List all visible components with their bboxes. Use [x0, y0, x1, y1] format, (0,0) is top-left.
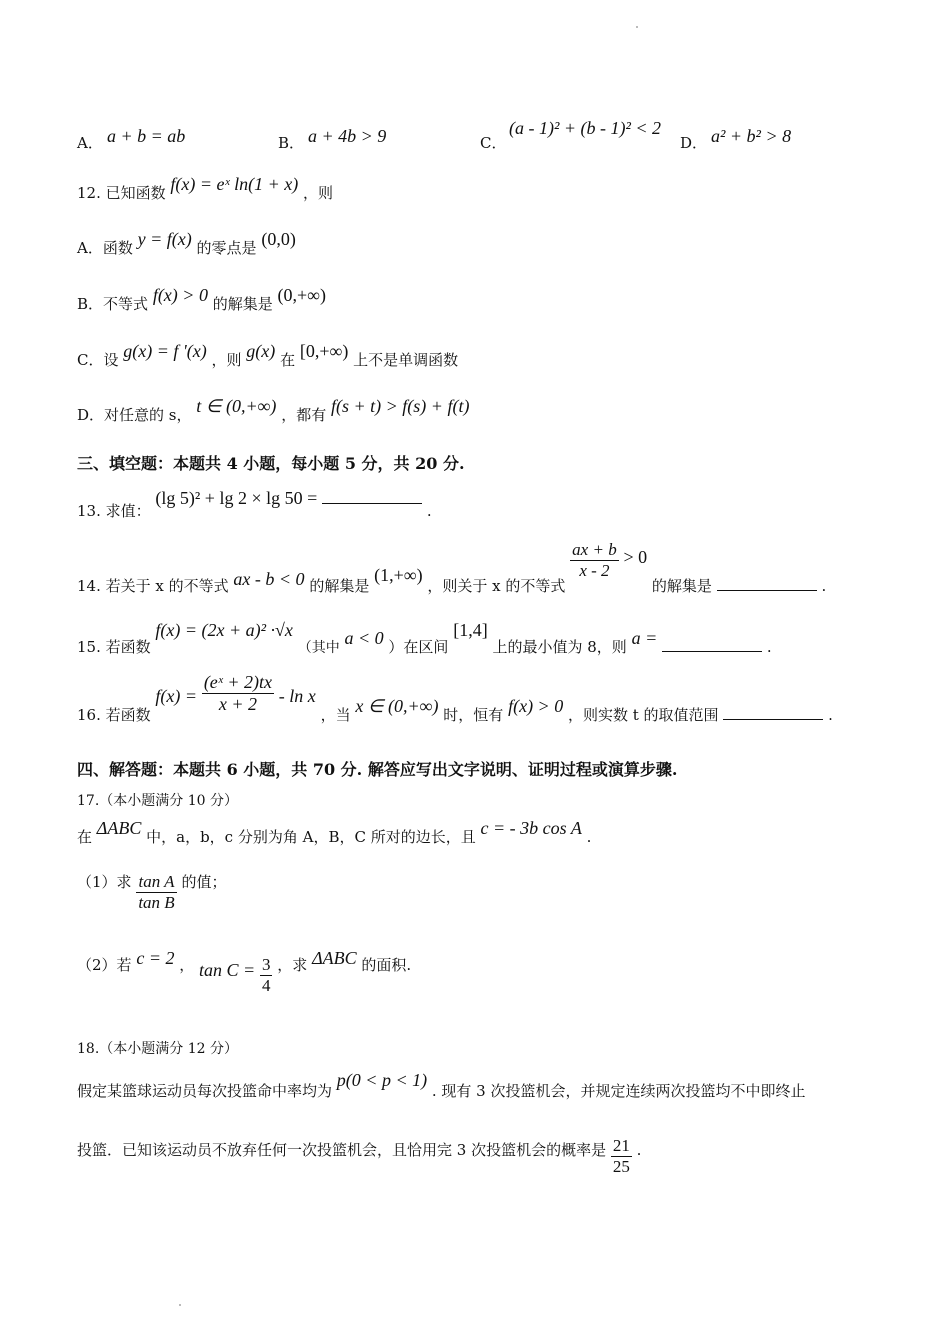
q11-option-d-label: D．	[680, 134, 708, 152]
q15-prefix: 15. 若函数	[77, 638, 151, 656]
q14	[77, 540, 827, 595]
q16-lhs: f(x) =	[155, 685, 198, 706]
q17-p2-triangle: ΔABC	[312, 947, 357, 968]
q14-expr2: (1,+∞)	[374, 564, 423, 585]
q12-d-label: D．对任意的 s，	[77, 406, 192, 424]
q12-b-mid: 的解集是	[212, 295, 273, 313]
q17-p2-suffix: 的面积.	[361, 955, 412, 974]
q12-c-expr2: g(x)	[246, 341, 276, 361]
q17-p1-numerator: tan A	[136, 872, 176, 893]
q16-end: .	[828, 705, 833, 724]
q11-option-a-label: A．	[77, 134, 103, 152]
q12-b-expr2: (0,+∞)	[277, 285, 326, 305]
q15-interval: [1,4]	[453, 620, 488, 640]
q16-suffix: ，则实数 t 的取值范围	[567, 705, 719, 724]
q11-options	[77, 118, 877, 154]
q16-fraction-denominator: x + 2	[218, 694, 257, 714]
q13	[77, 488, 432, 520]
q18-line1	[77, 1070, 806, 1100]
q17-p2-comma: ，	[179, 955, 195, 974]
q18-header: 18.（本小题满分 12 分）	[77, 1041, 238, 1057]
q12-stem-prefix: 12. 已知函数	[77, 184, 166, 202]
q18-l1-suffix: . 现有 3 次投篮机会，并规定连续两次投篮均不中即终止	[431, 1082, 806, 1100]
q12-stem-suffix: ，则	[303, 184, 334, 202]
section-4-title: 四、解答题：本题共 6 小题，共 70 分. 解答应写出文字说明、证明过程或演算步骤.	[77, 760, 678, 779]
q16-mid2: 时，恒有	[443, 705, 504, 724]
q15	[77, 620, 772, 656]
q11-option-b-expr: a + 4b > 9	[308, 126, 387, 146]
q15-cond: a < 0	[344, 628, 384, 648]
q12-a-expr2: (0,0)	[261, 229, 296, 249]
q12-a-mid: 的零点是	[196, 239, 257, 257]
q14-expr: ax - b < 0	[233, 568, 305, 589]
q14-prefix: 14. 若关于 x 的不等式	[77, 576, 229, 595]
q11-option-a-expr: a + b = ab	[107, 126, 186, 146]
q13-prefix: 13. 求值：	[77, 502, 151, 520]
q17-triangle: ΔABC	[96, 818, 142, 838]
q13-end: .	[426, 502, 432, 520]
q18-line2	[77, 1136, 641, 1177]
q12-stem	[77, 174, 334, 202]
q17-p2-label: （2）若	[77, 955, 132, 974]
corner-speck-bottom	[179, 1304, 181, 1306]
q16-cond: x ∈ (0,+∞)	[355, 695, 439, 716]
q15-end: .	[766, 638, 772, 656]
q12-c-mid: ，则	[211, 351, 242, 369]
q17-p2-numerator: 3	[261, 955, 271, 974]
q11-option-c-expr: (a - 1)² + (b - 1)² < 2	[509, 118, 662, 138]
q12-option-c	[77, 341, 459, 369]
q17-part1	[77, 872, 226, 913]
q12-d-expr: t ∈ (0,+∞)	[196, 396, 277, 416]
q18-l2-end: .	[636, 1140, 642, 1159]
q16-mid: ，当	[320, 705, 351, 724]
q16-prefix: 16. 若函数	[77, 705, 151, 724]
q16	[77, 672, 833, 724]
q12-option-b	[77, 285, 326, 313]
q12-c-expr3: [0,+∞)	[299, 341, 349, 361]
q18-l1-prefix: 假定某篮球运动员每次投篮命中率均为	[77, 1082, 333, 1100]
q17-condition: c = - 3b cos A	[480, 818, 582, 838]
q11-option-d-expr: a² + b² > 8	[711, 126, 792, 146]
q11-option-b-label: B．	[278, 134, 305, 152]
q17-p1-denominator: tan B	[138, 893, 175, 912]
q15-answer-blank	[662, 637, 762, 652]
q17-stem-end: .	[586, 828, 592, 846]
q12-stem-expr: f(x) = eˣ ln(1 + x)	[170, 174, 299, 194]
q14-suffix: 的解集是	[651, 576, 712, 595]
q17-part2	[77, 947, 412, 996]
q18-l2-fraction	[611, 1136, 632, 1177]
q12-b-label: B．不等式	[77, 295, 149, 313]
q12-option-a	[77, 229, 296, 257]
q17-stem-mid: 中，a，b，c 分别为角 A，B，C 所对的边长，且	[146, 828, 476, 846]
q14-answer-blank	[717, 576, 817, 591]
q12-option-d	[77, 396, 470, 424]
q14-fraction-numerator: ax + b	[572, 540, 617, 559]
q17-p2-c: c = 2	[136, 947, 175, 968]
q17-p1-label: （1）求	[77, 872, 132, 891]
corner-speck-top	[636, 26, 638, 28]
q17-stem	[77, 818, 592, 846]
section-3-title: 三、填空题：本题共 4 小题，每小题 5 分，共 20 分.	[77, 454, 465, 473]
q18-l2-denominator: 25	[612, 1157, 630, 1176]
q14-mid: 的解集是	[309, 576, 370, 595]
q16-rest: - ln x	[278, 685, 316, 706]
q18-l2-text: 投篮．已知该运动员不放弃任何一次投篮机会，且恰用完 3 次投篮机会的概率是	[77, 1140, 607, 1159]
q13-answer-blank	[322, 489, 422, 504]
q12-d-mid: ，都有	[281, 406, 327, 424]
q17-stem-prefix: 在	[77, 828, 93, 846]
q14-fraction-denominator: x - 2	[579, 561, 610, 580]
q17-p2-fraction	[260, 955, 273, 996]
q18-l1-expr: p(0 < p < 1)	[336, 1070, 428, 1090]
q12-c-mid2: 在	[280, 351, 296, 369]
q15-expr: f(x) = (2x + a)² ·√x	[155, 620, 293, 640]
q17-p1-suffix: 的值；	[181, 872, 227, 891]
q12-a-expr: y = f(x)	[137, 229, 192, 249]
q15-paren: （其中	[297, 640, 340, 656]
q12-d-expr2: f(s + t) > f(s) + f(t)	[331, 396, 470, 416]
q14-mid2: ，则关于 x 的不等式	[427, 576, 566, 595]
q12-a-label: A．函数	[77, 239, 133, 257]
q16-fraction	[202, 672, 274, 715]
q11-option-c-label: C．	[480, 134, 507, 152]
q17-p2-tan: tan C =	[199, 959, 256, 980]
q14-fraction	[570, 540, 619, 581]
q16-cond2: f(x) > 0	[508, 695, 564, 716]
q18-l2-numerator: 21	[612, 1136, 630, 1155]
q15-ask: a =	[631, 628, 658, 648]
q15-mid: 上的最小值为 8，则	[492, 638, 627, 656]
q12-c-label: C．设	[77, 351, 119, 369]
q12-c-suffix: 上不是单调函数	[353, 351, 459, 369]
q16-answer-blank	[723, 705, 823, 720]
q17-p2-mid: ，求	[277, 955, 308, 974]
q17-header: 17.（本小题满分 10 分）	[77, 793, 238, 809]
q16-fraction-numerator: (eˣ + 2)tx	[203, 672, 273, 692]
q12-c-expr: g(x) = f '(x)	[123, 341, 207, 361]
q15-paren-end: ）在区间	[388, 638, 449, 656]
q14-end: .	[821, 576, 827, 595]
q12-b-expr: f(x) > 0	[152, 285, 208, 305]
q13-expr: (lg 5)² + lg 2 × lg 50 =	[155, 488, 318, 508]
q17-p2-denominator: 4	[261, 976, 271, 995]
q14-ineq: > 0	[623, 546, 648, 567]
q17-p1-fraction	[136, 872, 176, 913]
